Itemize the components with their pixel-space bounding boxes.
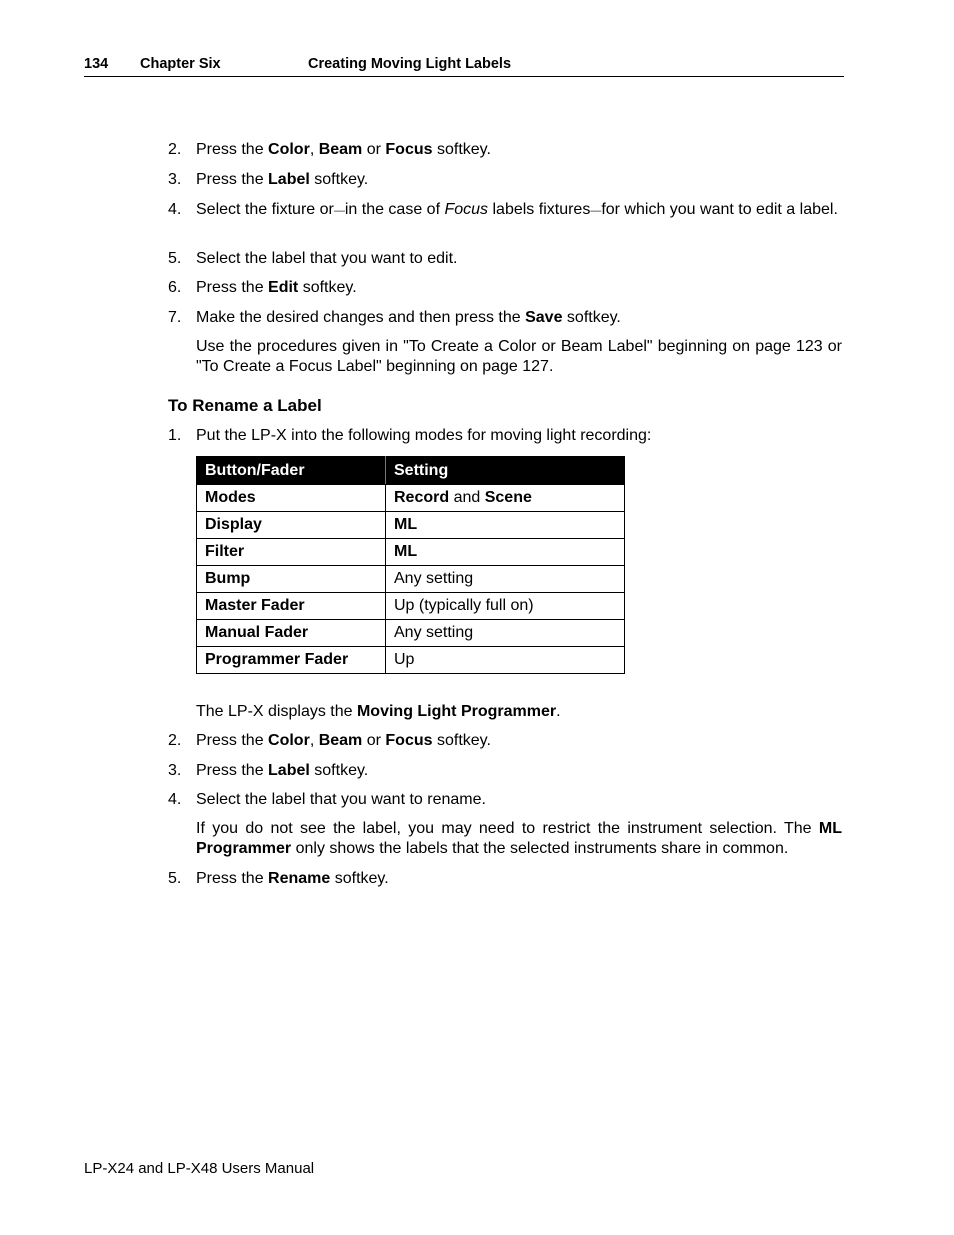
text-run: , bbox=[309, 732, 319, 749]
edit-step-3 bbox=[168, 170, 842, 190]
text-run: Select the label that you want to edit. bbox=[196, 250, 458, 267]
text-run: Select the fixture or bbox=[196, 201, 334, 218]
text-run: only shows the labels that the selected instruments share in common. bbox=[291, 840, 789, 857]
step-number: 6. bbox=[168, 279, 182, 296]
text-run: Up (typically full on) bbox=[394, 597, 534, 614]
rename-step-1 bbox=[168, 426, 842, 446]
table-cell-button-fader: Bump bbox=[197, 566, 386, 593]
table-cell-setting bbox=[386, 539, 625, 566]
text-run: softkey. bbox=[309, 171, 369, 188]
edit-note: Use the procedures given in "To Create a Color or Beam Label" beginning on page 123 or "To Create a Focus Label" beginning on page 127. bbox=[196, 338, 842, 375]
rename-step-5 bbox=[168, 869, 842, 889]
bold-term: Scene bbox=[484, 489, 532, 506]
edit-step-2 bbox=[168, 140, 842, 160]
italic-term: Focus bbox=[444, 201, 489, 218]
step-number: 5. bbox=[168, 870, 182, 887]
step-text: Put the LP-X into the following modes for moving light recording: bbox=[196, 427, 652, 444]
bold-term: Focus bbox=[385, 732, 433, 749]
step-number: 3. bbox=[168, 762, 182, 779]
text-run: , bbox=[309, 141, 319, 158]
step-text bbox=[196, 140, 842, 160]
text-run: — bbox=[333, 205, 345, 217]
text-run: softkey. bbox=[562, 309, 621, 326]
text-run: and bbox=[449, 489, 485, 506]
page-header bbox=[84, 56, 844, 77]
text-run: If you do not see the label, you may need to restrict the instrument selection. The bbox=[196, 820, 819, 837]
text-run: — bbox=[590, 205, 602, 217]
page-number: 134 bbox=[84, 56, 109, 72]
section-title: Creating Moving Light Labels bbox=[308, 56, 512, 72]
edit-step-6 bbox=[168, 278, 842, 298]
table-row bbox=[197, 620, 625, 647]
text-run: The LP-X displays the bbox=[196, 703, 357, 720]
rename-note bbox=[196, 819, 842, 859]
column-header-setting: Setting bbox=[386, 457, 625, 485]
table-cell-button-fader: Master Fader bbox=[197, 593, 386, 620]
bold-term: Label bbox=[268, 171, 310, 188]
chapter-title: Chapter Six bbox=[140, 56, 221, 72]
bold-term: ML Programmer bbox=[196, 820, 842, 857]
bold-term: Moving Light Programmer bbox=[356, 703, 557, 720]
text-run: or bbox=[362, 732, 386, 749]
text-run: Press the bbox=[196, 870, 269, 887]
text-run: . bbox=[556, 703, 561, 720]
edit-step-7 bbox=[168, 308, 842, 328]
bold-term: Focus bbox=[385, 141, 433, 158]
bold-term: Beam bbox=[318, 732, 363, 749]
page-footer: LP-X24 and LP-X48 Users Manual bbox=[84, 1160, 315, 1177]
text-run: for which you want to edit a label. bbox=[601, 201, 838, 218]
table-cell-button-fader: Display bbox=[197, 512, 386, 539]
table-header-row bbox=[197, 457, 625, 485]
display-note bbox=[196, 702, 842, 722]
bold-term: Beam bbox=[318, 141, 363, 158]
text-run: Make the desired changes and then press the bbox=[196, 309, 526, 326]
table-row bbox=[197, 539, 625, 566]
rename-heading: To Rename a Label bbox=[168, 396, 322, 415]
step-number: 2. bbox=[168, 732, 182, 749]
step-text bbox=[196, 761, 842, 781]
step-text bbox=[196, 731, 842, 751]
text-run: softkey. bbox=[309, 762, 369, 779]
bold-term: Color bbox=[268, 732, 310, 749]
bold-term: Edit bbox=[268, 279, 299, 296]
text-run: Press the bbox=[196, 732, 269, 749]
table-cell-setting bbox=[386, 512, 625, 539]
text-run: or bbox=[362, 141, 386, 158]
text-run: Any setting bbox=[394, 570, 474, 587]
step-text bbox=[196, 200, 842, 221]
text-run: Select the label that you want to rename. bbox=[196, 791, 486, 808]
bold-term: Save bbox=[525, 309, 563, 326]
step-text bbox=[196, 308, 842, 328]
text-run: labels fixtures bbox=[488, 201, 591, 218]
bold-term: ML bbox=[394, 516, 418, 533]
step-text bbox=[196, 790, 842, 810]
table-cell-button-fader: Programmer Fader bbox=[197, 647, 386, 674]
step-text bbox=[196, 869, 842, 889]
text-run: Press the bbox=[196, 762, 269, 779]
table-cell-setting bbox=[386, 566, 625, 593]
step-text bbox=[196, 249, 842, 269]
step-number: 4. bbox=[168, 201, 182, 218]
text-run: in the case of bbox=[344, 201, 445, 218]
table-cell-button-fader: Modes bbox=[197, 485, 386, 512]
table-row bbox=[197, 512, 625, 539]
text-run: softkey. bbox=[330, 870, 389, 887]
table-cell-button-fader: Filter bbox=[197, 539, 386, 566]
table-cell-setting bbox=[386, 620, 625, 647]
step-text bbox=[196, 278, 842, 298]
rename-step-2 bbox=[168, 731, 842, 751]
text-run: softkey. bbox=[298, 279, 357, 296]
bold-term: ML bbox=[394, 543, 418, 560]
text-run: softkey. bbox=[432, 141, 491, 158]
table-row bbox=[197, 485, 625, 512]
table-cell-setting bbox=[386, 485, 625, 512]
bold-term: Color bbox=[268, 141, 310, 158]
bold-term: Record bbox=[394, 489, 450, 506]
text-run: Press the bbox=[196, 141, 269, 158]
table-row bbox=[197, 647, 625, 674]
modes-table bbox=[196, 456, 625, 674]
bold-term: Rename bbox=[268, 870, 331, 887]
rename-step-3 bbox=[168, 761, 842, 781]
step-number: 3. bbox=[168, 171, 182, 188]
column-header-button-fader: Button/Fader bbox=[197, 457, 386, 485]
step-text bbox=[196, 170, 842, 190]
table-cell-button-fader: Manual Fader bbox=[197, 620, 386, 647]
table-cell-setting bbox=[386, 593, 625, 620]
step-number: 5. bbox=[168, 250, 182, 267]
step-number: 7. bbox=[168, 309, 182, 326]
text-run: softkey. bbox=[432, 732, 491, 749]
table-row bbox=[197, 566, 625, 593]
rename-step-4 bbox=[168, 790, 842, 810]
text-run: Up bbox=[394, 651, 415, 668]
table-cell-setting bbox=[386, 647, 625, 674]
bold-term: Label bbox=[268, 762, 310, 779]
step-number: 2. bbox=[168, 141, 182, 158]
edit-step-5 bbox=[168, 249, 842, 269]
text-run: Press the bbox=[196, 279, 269, 296]
step-number: 4. bbox=[168, 791, 182, 808]
text-run: Any setting bbox=[394, 624, 474, 641]
table-row bbox=[197, 593, 625, 620]
edit-step-4 bbox=[168, 200, 842, 221]
text-run: Press the bbox=[196, 171, 269, 188]
step-number: 1. bbox=[168, 427, 182, 444]
